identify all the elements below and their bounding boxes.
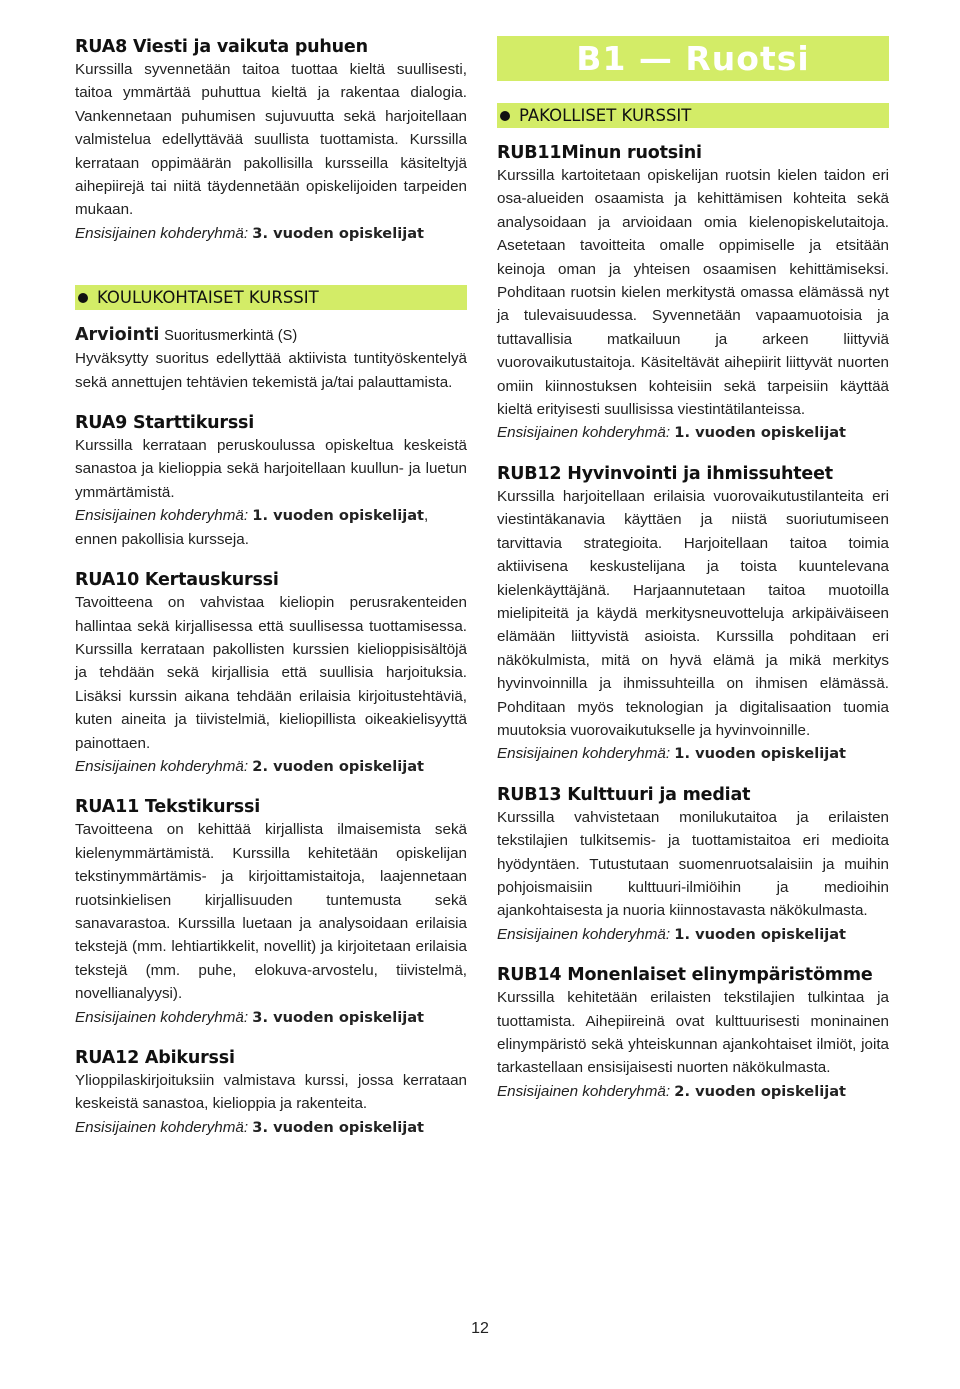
rub12-title: RUB12 Hyvinvointi ja ihmissuhteet [497, 463, 833, 484]
target-group: 3. vuoden opiskelijat [252, 1008, 425, 1026]
rua8-body: Kurssilla syvennetään taitoa tuottaa kieltä suullisesti, taitoa ymmärtää puhuttua kieltä ja rakentaa dialogia. Vankennetaan puhumisen sujuvuutta sekä harjoitellaan valmistelua edellyttävää suullista tuottamista. Kurssilla kerrataan oppimäärän pakollisilla kursseilla käsiteltyjä aihepiirejä tai niitä täydennetään opiskelijoiden tarpeiden mukaan. [75, 61, 467, 219]
koulukohtaiset-label: KOULUKOHTAISET KURSSIT [97, 288, 319, 308]
rua8-target [75, 222, 467, 245]
target-group: 2. vuoden opiskelijat [252, 757, 425, 775]
rua12-title: RUA12 Abikurssi [75, 1048, 235, 1068]
target-label: Ensisijainen kohderyhmä: [75, 224, 249, 242]
target-label: Ensisijainen kohderyhmä: [75, 507, 249, 525]
target-tail: , ennen pakollisia kursseja. [75, 507, 429, 548]
rub13-body: Kurssilla vahvistetaan monilukutaitoa ja erilaisten tekstilajien tulkitsemis- ja tuottamistaitoa eri medioita hyödyntäen. Tutustutaan suomenruotsalaisiin ja muihin pohjoismaisiin kulttuuri-ilmiöihin ja medioihin ajankohtaisesta ja nuoria kiinnostavasta näkökulmasta. [497, 808, 889, 920]
rua12-body: Ylioppilaskirjoituksiin valmistava kurssi, jossa kerrataan keskeistä sanastoa, kielioppia ja rakenteita. [75, 1072, 467, 1113]
rua11-body: Tavoitteena on kehittää kirjallista ilmaisemista sekä kielenymmärtämistä. Kurssilla kehitetään opiskelijan tekstinymmärtämis- ja kirjoittamistaitoja, laajennetaan ruotsinkielisen kirjallisuuden tuntemusta sekä sanavarastoa. Kurssilla luetaan ja analysoidaan erilaisia tekstejä (mm. lehtiartikkelit, novellit) ja kirjoitetaan erilaisia tekstejä (mm. puhe, elokuva-arvostelu, tiivistelmä, novellianalyysi). [75, 821, 467, 1003]
rua10-target [75, 755, 467, 778]
arviointi-sub: Suoritusmerkintä (S) [164, 328, 298, 345]
rua10-body: Tavoitteena on vahvistaa kieliopin perusrakenteiden hallintaa sekä kirjallisessa että suullisessa tuottamisessa. Kurssilla kerrataan pakollisten kurssien kielioppisisältöjä ja tehdään sekä kirjallisia että suullisia harjoituksia. Lisäksi kurssin aikana tehdään erilaisia kirjoitustehtäviä, kuten aineita ja tiivistelmiä, kieliopillista oikeakielisyyttä painottaen. [75, 594, 467, 752]
rub13-target [497, 923, 889, 946]
rub12-target [497, 742, 889, 765]
bullet-icon [78, 293, 88, 303]
rua8-title: RUA8 Viesti ja vaikuta puhuen [75, 37, 368, 57]
rub14-title: RUB14 Monenlaiset elinympäristömme [497, 965, 873, 986]
rub11-body: Kurssilla kartoitetaan opiskelijan ruotsin kielen taidon eri osa-alueiden osaamista ja kehittämisen kohteita sekä analysoidaan ja arvioidaan omia kielenopiskelutaitoja. Asetetaan tavoitteita omalle oppimiselle ja etsitään keinoja oman ja yhteisen osaamisen kehittämiseksi. Pohditaan ruotsin kielen merkitystä omassa elämässä nyt ja tulevaisuudessa. Syvennetään vapaamuotoisia ja tuttavallisia matkailuun ja arkeen liittyviä vuorovaikutustaitoja. Käsiteltävät aihepiirit liittyvät nuorten omiin kiinnostuksen kohteisiin sekä tarpeisiin käyttää kieltä erityisesti suullisissa viestintätilanteissa. [497, 167, 889, 419]
pakolliset-header [497, 103, 889, 128]
rub14-target [497, 1080, 889, 1103]
rua9-target [75, 504, 467, 551]
target-group: 2. vuoden opiskelijat [674, 1082, 847, 1100]
bullet-icon [500, 111, 510, 121]
rua10-title: RUA10 Kertauskurssi [75, 570, 279, 591]
target-group: 3. vuoden opiskelijat [252, 224, 425, 242]
target-label: Ensisijainen kohderyhmä: [75, 1008, 249, 1026]
rua11-target [75, 1006, 467, 1029]
arviointi-body: Hyväksytty suoritus edellyttää aktiivista tuntityöskentelyä sekä annettujen tehtävien tekemistä ja/tai palauttamista. [75, 350, 467, 391]
koulukohtaiset-header [75, 285, 467, 310]
arviointi-label: Arviointi [75, 325, 160, 346]
target-label: Ensisijainen kohderyhmä: [75, 757, 249, 775]
right-column [497, 36, 889, 1103]
arviointi-heading [75, 324, 467, 347]
target-label: Ensisijainen kohderyhmä: [497, 925, 671, 943]
target-label: Ensisijainen kohderyhmä: [497, 424, 671, 442]
rub14-body: Kurssilla kehitetään erilaisten tekstilajien tulkintaa ja tuottamista. Aihepiireinä ovat kulttuurisesti moninainen elinympäristö sekä yhteiskunnan ajankohtaiset ilmiöt, joita tarkastellaan ensisijaisesti nuorten näkökulmasta. [497, 989, 889, 1077]
rua9-body: Kurssilla kerrataan peruskoulussa opiskeltua keskeistä sanastoa ja kielioppia sekä harjoitellaan kuullun- ja luetun ymmärtämistä. [75, 437, 467, 501]
rub11-target [497, 421, 889, 444]
pakolliset-label: PAKOLLISET KURSSIT [519, 106, 692, 125]
target-group: 1. vuoden opiskelijat [674, 745, 847, 763]
rub12-body: Kurssilla harjoitellaan erilaisia vuorovaikutustilanteita eri viestintäkanavia käyttäen ja niistä suoriutumiseen tarvittavia strategioita. Harjoitellaan taitoa toimia aktiivisena keskustelijana ja toista kuuntelevana kielenkäyttäjänä. Harjaannutetaan taitoa muotoilla mielipiteitä ja käydä merkitysneuvotteluja arkipäiväiseen elämään liittyvistä asioista. Kurssilla pohditaan eri näkökulmista, mitä on hyvä elämä ja mikä merkitys hyvinvoinnilla ja ihmissuhteilla on ihmisen elämässä. Pohditaan myös teknologian ja digitalisaation tuomia muutoksia vuorovaikutukselle ja hyvinvoinnille. [497, 487, 889, 739]
page-number: 12 [471, 1320, 489, 1337]
rua9-title: RUA9 Starttikurssi [75, 413, 255, 434]
left-column [75, 36, 467, 1139]
section-title: B1 — Ruotsi [576, 39, 810, 78]
target-label: Ensisijainen kohderyhmä: [497, 745, 671, 763]
target-label: Ensisijainen kohderyhmä: [497, 1082, 671, 1100]
rub13-title: RUB13 Kulttuuri ja mediat [497, 784, 751, 805]
target-group: 1. vuoden opiskelijat [674, 925, 847, 943]
section-title-banner [497, 36, 889, 81]
target-label: Ensisijainen kohderyhmä: [75, 1118, 249, 1136]
target-group: 1. vuoden opiskelijat [252, 507, 425, 525]
target-group: 3. vuoden opiskelijat [252, 1118, 425, 1136]
rua11-title: RUA11 Tekstikurssi [75, 797, 260, 818]
rua12-target [75, 1116, 467, 1139]
target-group: 1. vuoden opiskelijat [674, 424, 847, 442]
rub11-title: RUB11Minun ruotsini [497, 143, 702, 163]
